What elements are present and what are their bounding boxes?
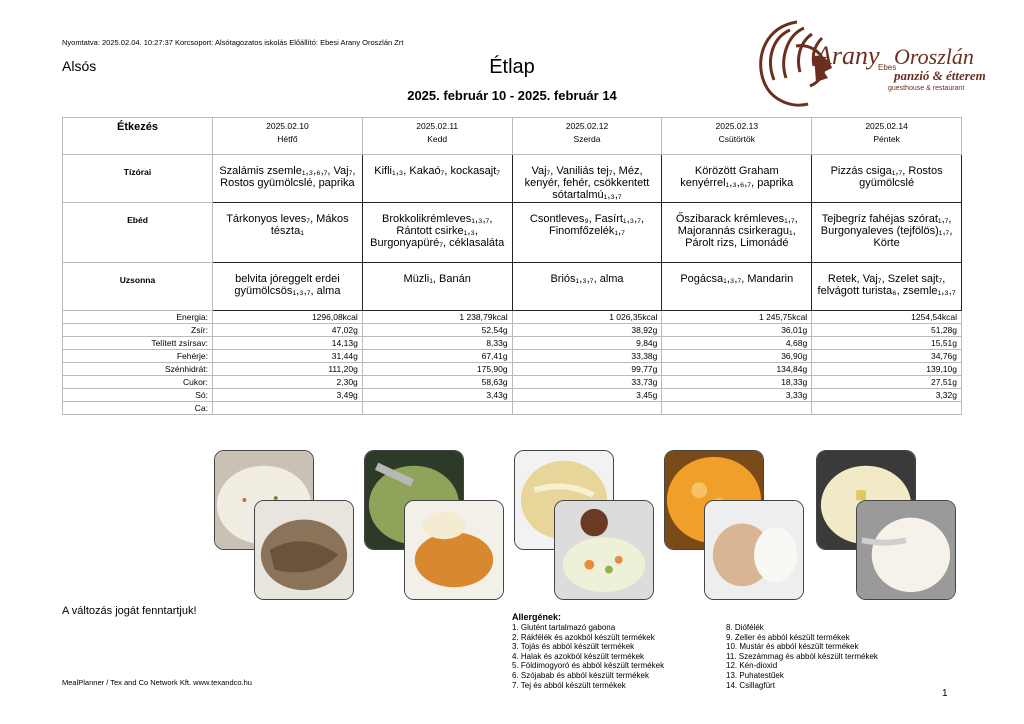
nutrition-value: 3,32g	[812, 389, 962, 402]
day-date: 2025.02.14	[865, 121, 908, 131]
meal-label: Ebéd	[63, 203, 213, 263]
nutrition-label: Energia:	[63, 311, 213, 324]
allergen-item: 10. Mustár és abból készült termékek	[726, 642, 859, 652]
allergen-item: 8. Diófélék	[726, 623, 764, 632]
allergen-item: 12. Kén-dioxid	[726, 661, 778, 671]
meal-cell: belvita jóreggelt erdei gyümölcsös₁,₃,₇, alma	[213, 263, 363, 311]
meal-cell: Körözött Graham kenyérrel₁,₃,₆,₇, paprika	[662, 155, 812, 203]
allergen-item: 13. Puhatestűek	[726, 670, 784, 680]
nutrition-value: 175,90g	[362, 363, 512, 376]
restaurant-logo	[752, 16, 992, 112]
nutrition-value: 14,13g	[213, 337, 363, 350]
nutrition-label: Cukor:	[63, 376, 213, 389]
day-name: Csütörtök	[718, 134, 755, 144]
nutrition-label: Ca:	[63, 402, 213, 415]
day-name: Kedd	[427, 134, 448, 144]
meal-cell: Csontleves₉, Fasírt₁,₃,₇, Finomfőzelék₁,₇	[512, 203, 662, 263]
logo-text-line2: panzió & étterem	[894, 68, 986, 83]
allergen-item: 3. Tojás és abból készült termékek	[512, 642, 635, 652]
day-header	[662, 118, 812, 155]
day-header	[812, 118, 962, 155]
nutrition-row-so	[63, 389, 962, 402]
logo-text-line1b: Oroszlán	[894, 44, 974, 69]
nutrition-value: 15,51g	[812, 337, 962, 350]
nutrition-value: 1 026,35kcal	[512, 311, 662, 324]
nutrition-value	[812, 402, 962, 415]
nutrition-value	[362, 402, 512, 415]
allergen-item: 2. Rákfélék és azokból készült termékek	[512, 632, 655, 642]
change-notice: A változás jogát fenntartjuk!	[62, 605, 197, 617]
nutrition-value: 67,41g	[362, 350, 512, 363]
allergen-item: 9. Zeller és abból készült termékek	[726, 632, 850, 642]
food-photo-friday-semolina	[856, 500, 956, 600]
nutrition-value: 3,33g	[662, 389, 812, 402]
day-header	[362, 118, 512, 155]
nutrition-value	[662, 402, 812, 415]
meal-cell: Brokkolikrémleves₁,₃,₇, Rántott csirke₁,₃, Burgonyapüré₇, céklasaláta	[362, 203, 512, 263]
nutrition-value: 134,84g	[662, 363, 812, 376]
food-photo-wednesday-stew	[554, 500, 654, 600]
nutrition-value	[213, 402, 363, 415]
meal-cell: Pizzás csiga₁,₇, Rostos gyümölcslé	[812, 155, 962, 203]
day-date: 2025.02.10	[266, 121, 309, 131]
meal-cell: Szalámis zsemle₁,₃,₆,₇, Vaj₇, Rostos gyümölcslé, paprika	[213, 155, 363, 203]
nutrition-value: 1 238,79kcal	[362, 311, 512, 324]
nutrition-value: 27,51g	[812, 376, 962, 389]
allergens-list	[512, 623, 932, 690]
nutrition-value: 9,84g	[512, 337, 662, 350]
etkezes-header: Étkezés	[63, 118, 213, 155]
nutrition-row-telitett	[63, 337, 962, 350]
allergen-item: 4. Halak és azokból készült termékek	[512, 651, 645, 661]
meal-cell: Retek, Vaj₇, Szelet sajt₇, felvágott turista₆, zsemle₁,₃,₇	[812, 263, 962, 311]
meal-cell: Tárkonyos leves₇, Mákos tészta₁	[213, 203, 363, 263]
meal-cell: Briós₁,₃,₇, alma	[512, 263, 662, 311]
day-date: 2025.02.13	[715, 121, 759, 131]
nutrition-value: 8,33g	[362, 337, 512, 350]
nutrition-label: Telített zsírsav:	[63, 337, 213, 350]
food-photo-monday-pasta	[254, 500, 354, 600]
day-name: Szerda	[573, 134, 601, 144]
day-name: Hétfő	[277, 134, 298, 144]
day-date: 2025.02.12	[565, 121, 609, 131]
table-header-row	[63, 118, 962, 155]
print-info: Nyomtatva: 2025.02.04. 10:27:37 Korcsoport: Alsótagozatos iskolás Előállító: Ebesi Arany Oroszlán Zrt	[62, 38, 404, 47]
nutrition-row-zsir	[63, 324, 962, 337]
allergen-item: 7. Tej és abból készült termékek	[512, 680, 626, 690]
allergen-item: 5. Földimogyoró és abból készült termékek	[512, 661, 665, 671]
nutrition-value: 31,44g	[213, 350, 363, 363]
nutrition-value	[512, 402, 662, 415]
meal-row-tizorai	[63, 155, 962, 203]
meal-cell: Őszibarack krémleves₁,₇, Majorannás csirkeragu₁, Párolt rizs, Limonádé	[662, 203, 812, 263]
nutrition-value: 52,54g	[362, 324, 512, 337]
logo-text-line1: Arany	[816, 41, 880, 70]
nutrition-value: 33,73g	[512, 376, 662, 389]
meal-cell: Vaj₇, Vaniliás tej₇, Méz, kenyér, fehér, csökkentett sótartalmú₁,₃,₇	[512, 155, 662, 203]
allergens-title: Allergének:	[512, 612, 562, 622]
date-range: 2025. február 10 - 2025. február 14	[407, 88, 617, 103]
nutrition-label: Fehérje:	[63, 350, 213, 363]
day-header	[213, 118, 363, 155]
nutrition-value: 38,92g	[512, 324, 662, 337]
nutrition-value: 18,33g	[662, 376, 812, 389]
nutrition-value: 33,38g	[512, 350, 662, 363]
meal-row-ebed	[63, 203, 962, 263]
nutrition-value: 139,10g	[812, 363, 962, 376]
nutrition-value: 4,68g	[662, 337, 812, 350]
nutrition-row-szenhidrat	[63, 363, 962, 376]
logo-text-line3: guesthouse & restaurant	[888, 85, 965, 92]
nutrition-value: 3,43g	[362, 389, 512, 402]
nutrition-label: Só:	[63, 389, 213, 402]
nutrition-row-ca	[63, 402, 962, 415]
nutrition-value: 34,76g	[812, 350, 962, 363]
age-group-label: Alsós	[62, 58, 97, 74]
nutrition-value: 99,77g	[512, 363, 662, 376]
nutrition-value: 3,45g	[512, 389, 662, 402]
page-title: Étlap	[489, 56, 535, 78]
nutrition-value: 47,02g	[213, 324, 363, 337]
nutrition-value: 111,20g	[213, 363, 363, 376]
allergen-item: 14. Csillagfürt	[726, 680, 775, 690]
meal-cell: Müzli₁, Banán	[362, 263, 512, 311]
nutrition-value: 36,01g	[662, 324, 812, 337]
nutrition-row-feherje	[63, 350, 962, 363]
nutrition-value: 1 245,75kcal	[662, 311, 812, 324]
food-photo-tuesday-chicken	[404, 500, 504, 600]
nutrition-value: 1254,54kcal	[812, 311, 962, 324]
logo-text-prefix: Ebes	[878, 63, 897, 72]
day-name: Péntek	[873, 134, 900, 144]
nutrition-value: 51,28g	[812, 324, 962, 337]
page-number: 1	[942, 688, 948, 699]
nutrition-value: 2,30g	[213, 376, 363, 389]
meal-cell: Kifli₁,₃, Kakaó₇, kockasajt₇	[362, 155, 512, 203]
allergen-item: 1. Glutént tartalmazó gabona	[512, 623, 616, 632]
nutrition-value: 3,49g	[213, 389, 363, 402]
nutrition-value: 1296,08kcal	[213, 311, 363, 324]
meal-cell: Tejbegríz fahéjas szórat₁,₇, Burgonyaleves (tejfölös)₁,₇, Körte	[812, 203, 962, 263]
allergen-item: 6. Szójabab és abból készült termékek	[512, 670, 649, 680]
day-date: 2025.02.11	[416, 121, 459, 131]
nutrition-label: Zsír:	[63, 324, 213, 337]
meal-row-uzsonna	[63, 263, 962, 311]
nutrition-row-energia	[63, 311, 962, 324]
meal-label: Tízórai	[63, 155, 213, 203]
nutrition-value: 58,63g	[362, 376, 512, 389]
day-header	[512, 118, 662, 155]
meal-label: Uzsonna	[63, 263, 213, 311]
nutrition-label: Szénhidrát:	[63, 363, 213, 376]
nutrition-row-cukor	[63, 376, 962, 389]
footer-credit: MealPlanner / Tex and Co Network Kft. www.texandco.hu	[62, 678, 252, 687]
nutrition-value: 36,90g	[662, 350, 812, 363]
food-photo-thursday-ragout	[704, 500, 804, 600]
meal-cell: Pogácsa₁,₃,₇, Mandarin	[662, 263, 812, 311]
menu-table	[62, 117, 962, 415]
allergen-item: 11. Szezámmag és abból készült termékek	[726, 651, 878, 661]
